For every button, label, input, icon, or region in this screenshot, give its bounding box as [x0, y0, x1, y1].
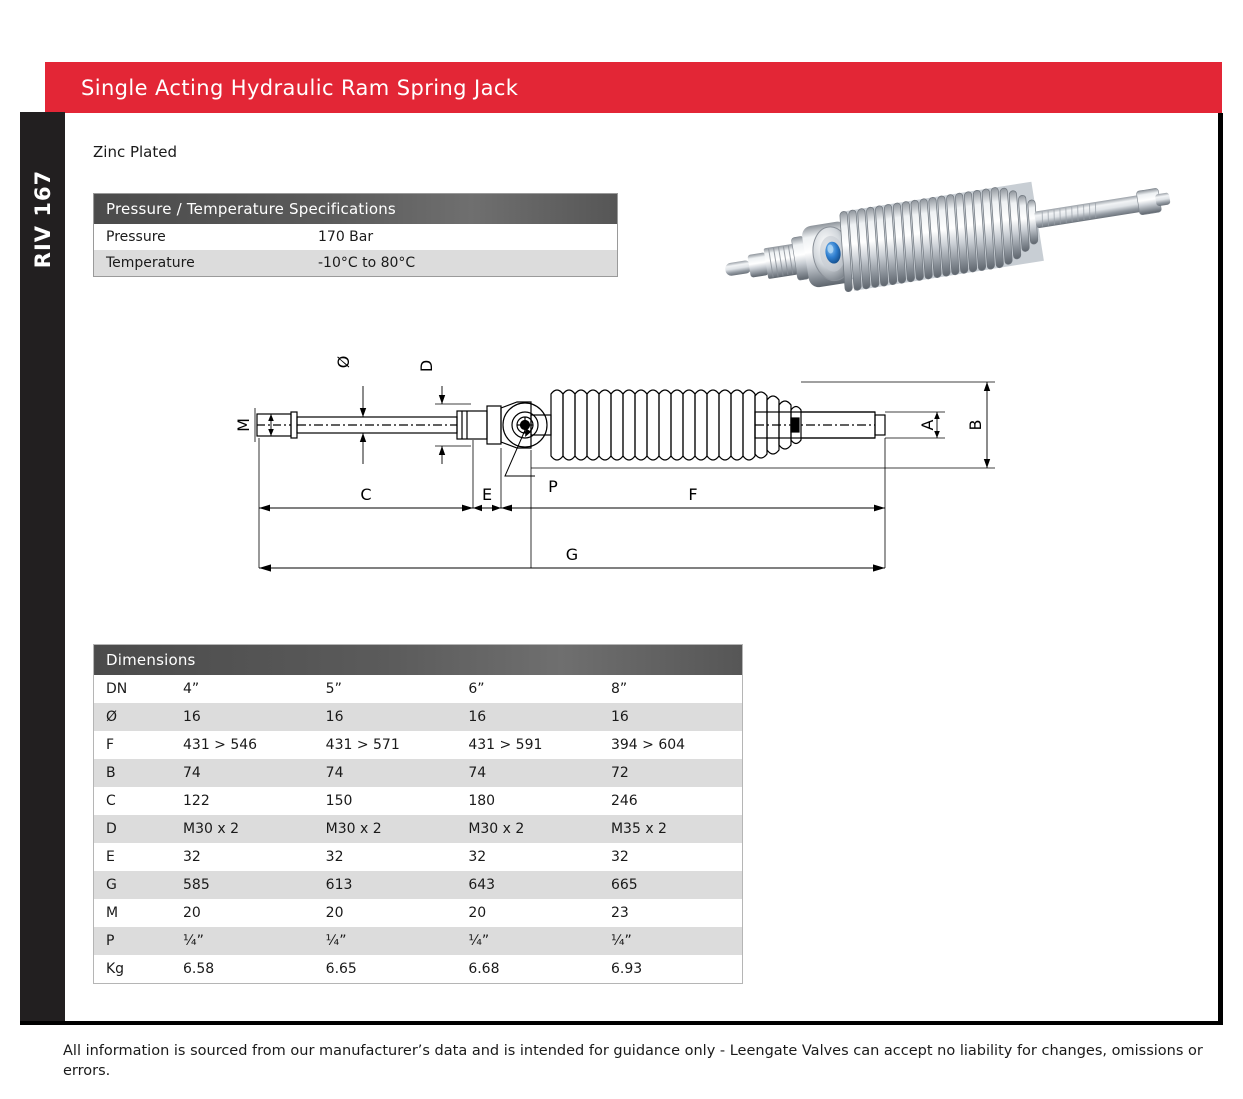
row-label-diameter: Ø [94, 703, 172, 731]
label-b: B [966, 419, 985, 431]
row-label-dn: DN [94, 675, 172, 703]
frame-bottom-border [20, 1021, 1223, 1025]
side-tab [20, 112, 65, 1025]
cell-b-0: 74 [171, 759, 314, 787]
label-p: P [548, 477, 558, 496]
spec-label-pressure: Pressure [94, 224, 307, 250]
row-label-m: M [94, 899, 172, 927]
table-row [94, 871, 743, 899]
cell-b-3: 72 [599, 759, 743, 787]
photo-body-group [719, 161, 1176, 310]
cell-dn-0: 4” [171, 675, 314, 703]
table-row [94, 899, 743, 927]
cell-c-0: 122 [171, 787, 314, 815]
cell-g-2: 643 [456, 871, 599, 899]
drawing-port-body [501, 402, 551, 448]
cell-f-0: 431 > 546 [171, 731, 314, 759]
spec-table-header: Pressure / Temperature Specifications [94, 194, 618, 225]
cell-c-2: 180 [456, 787, 599, 815]
cell-kg-0: 6.58 [171, 955, 314, 984]
table-row [94, 955, 743, 984]
cell-c-1: 150 [314, 787, 457, 815]
row-label-kg: Kg [94, 955, 172, 984]
cell-p-1: ¼” [314, 927, 457, 955]
technical-drawing [234, 355, 1065, 593]
spec-value-temperature: -10°C to 80°C [306, 250, 618, 277]
table-row [94, 250, 618, 277]
cell-m-3: 23 [599, 899, 743, 927]
photo-piston-rod [1033, 186, 1171, 231]
cell-b-1: 74 [314, 759, 457, 787]
table-header-row [94, 645, 743, 676]
cell-dn-2: 6” [456, 675, 599, 703]
table-row [94, 224, 618, 250]
cell-e-1: 32 [314, 843, 457, 871]
table-row [94, 703, 743, 731]
cell-m-2: 20 [456, 899, 599, 927]
cell-kg-2: 6.68 [456, 955, 599, 984]
drawing-left-rod [257, 406, 501, 444]
table-row [94, 815, 743, 843]
cell-e-0: 32 [171, 843, 314, 871]
cell-d-2: M30 x 2 [456, 815, 599, 843]
cell-m-1: 20 [314, 899, 457, 927]
frame-right-border [1218, 113, 1223, 1025]
cell-c-3: 246 [599, 787, 743, 815]
cell-p-0: ¼” [171, 927, 314, 955]
finish-subtitle: Zinc Plated [93, 143, 178, 161]
label-c: C [360, 485, 372, 504]
cell-kg-3: 6.93 [599, 955, 743, 984]
table-row [94, 731, 743, 759]
table-row [94, 759, 743, 787]
photo-inlet-fitting [722, 236, 810, 291]
cell-diameter-0: 16 [171, 703, 314, 731]
row-label-d: D [94, 815, 172, 843]
row-label-f: F [94, 731, 172, 759]
cell-diameter-3: 16 [599, 703, 743, 731]
label-diameter: Ø [334, 355, 353, 369]
row-label-p: P [94, 927, 172, 955]
dimensions-table-header: Dimensions [94, 645, 743, 676]
table-row [94, 843, 743, 871]
cell-e-3: 32 [599, 843, 743, 871]
dimensions-table [93, 644, 743, 984]
spec-label-temperature: Temperature [94, 250, 307, 277]
cell-m-0: 20 [171, 899, 314, 927]
product-photo [706, 172, 1182, 290]
cell-kg-1: 6.65 [314, 955, 457, 984]
cell-d-1: M30 x 2 [314, 815, 457, 843]
cell-diameter-1: 16 [314, 703, 457, 731]
side-tab-label: RIV 167 [30, 169, 55, 269]
label-f: F [688, 485, 698, 504]
drawing-right-rod [755, 412, 885, 438]
cell-diameter-2: 16 [456, 703, 599, 731]
dimension-chain-cef [259, 505, 885, 512]
photo-spring-coils [833, 182, 1045, 293]
table-row [94, 787, 743, 815]
drawing-projection-lines [259, 382, 995, 568]
cell-f-3: 394 > 604 [599, 731, 743, 759]
cell-g-0: 585 [171, 871, 314, 899]
cell-p-2: ¼” [456, 927, 599, 955]
table-row [94, 675, 743, 703]
row-label-g: G [94, 871, 172, 899]
row-label-e: E [94, 843, 172, 871]
dimension-g [259, 564, 885, 571]
label-m: M [234, 418, 253, 432]
disclaimer-footer: All information is sourced from our manufacturer’s data and is intended for guidance only - Leengate Valves can accept no liability for changes, omissions or errors. [63, 1043, 1203, 1079]
row-label-b: B [94, 759, 172, 787]
cell-dn-1: 5” [314, 675, 457, 703]
cell-f-2: 431 > 591 [456, 731, 599, 759]
table-header-row [94, 194, 618, 225]
cell-d-3: M35 x 2 [599, 815, 743, 843]
cell-d-0: M30 x 2 [171, 815, 314, 843]
cell-g-1: 613 [314, 871, 457, 899]
page-title-bar [45, 62, 1222, 113]
cell-p-3: ¼” [599, 927, 743, 955]
label-e: E [481, 485, 493, 504]
label-g: G [565, 545, 579, 564]
pressure-temperature-table [93, 193, 618, 277]
spec-value-pressure: 170 Bar [306, 224, 618, 250]
cell-g-3: 665 [599, 871, 743, 899]
cell-dn-3: 8” [599, 675, 743, 703]
page-title: Single Acting Hydraulic Ram Spring Jack [81, 75, 519, 100]
label-d: D [417, 359, 436, 373]
table-row [94, 927, 743, 955]
cell-f-1: 431 > 571 [314, 731, 457, 759]
cell-e-2: 32 [456, 843, 599, 871]
label-a: A [918, 419, 937, 431]
row-label-c: C [94, 787, 172, 815]
cell-b-2: 74 [456, 759, 599, 787]
